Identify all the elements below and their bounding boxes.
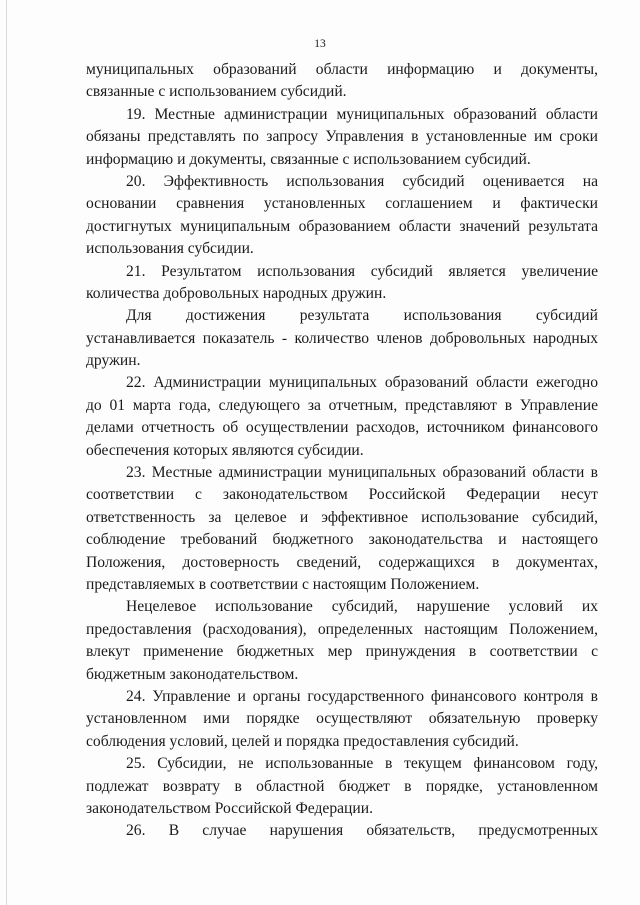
paragraph <box>86 462 598 596</box>
text-line: обеспечения которых являются субсидии. <box>86 441 364 459</box>
text-line: дружин. <box>86 352 141 370</box>
text-line: Для достижения результата использования субсидий <box>126 307 598 325</box>
text-line: соблюдения условий, целей и порядка предоставления субсидий. <box>86 732 519 750</box>
text-line: соблюдение требований бюджетного законодательства и настоящего <box>86 531 598 549</box>
text-line: Положения, достоверность сведений, содержащихся в документах, <box>86 553 598 571</box>
text-line: информацию и документы, связанные с использованием субсидий. <box>86 150 531 168</box>
document-body <box>86 59 598 843</box>
paragraph <box>86 171 598 261</box>
text-line: бюджетным законодательством. <box>86 665 299 683</box>
text-line: достигнутых муниципальным образованием области значений результата <box>86 217 598 235</box>
text-line: связанные с использованием субсидий. <box>86 83 347 101</box>
paragraph <box>86 372 598 462</box>
paragraph <box>86 820 598 842</box>
text-line: 22. Администрации муниципальных образований области ежегодно <box>126 374 598 392</box>
text-line: до 01 марта года, следующего за отчетным, представляют в Управление <box>86 396 598 414</box>
paragraph <box>86 596 598 686</box>
text-line: представляемых в соответствии с настоящим Положением. <box>86 575 480 593</box>
text-line: предоставления (расходования), определенных настоящим Положением, <box>86 620 598 638</box>
text-line: влекут применение бюджетных мер принуждения в соответствии с <box>86 643 598 661</box>
paragraph <box>86 686 598 753</box>
text-line: соответствии с законодательством Российской Федерации несут <box>86 486 598 504</box>
text-line: установленном ими порядке осуществляют обязательную проверку <box>86 710 598 728</box>
paragraph <box>86 305 598 372</box>
text-line: устанавливается показатель - количество членов добровольных народных <box>86 329 598 347</box>
text-line: 20. Эффективность использования субсидий оценивается на <box>126 172 598 190</box>
text-line: количества добровольных народных дружин. <box>86 284 387 302</box>
text-line: муниципальных образований области информацию и документы, <box>86 61 598 78</box>
paragraph <box>86 104 598 171</box>
text-line: 25. Субсидии, не использованные в текущем финансовом году, <box>126 755 598 773</box>
text-line: 23. Местные администрации муниципальных образований области в <box>126 464 598 482</box>
text-line: подлежат возврату в областной бюджет в порядке, установленном <box>86 777 598 795</box>
text-line: делами отчетность об осуществлении расходов, источником финансового <box>86 419 598 437</box>
text-line: 19. Местные администрации муниципальных образований области <box>126 105 598 123</box>
text-line: Нецелевое использование субсидий, нарушение условий их <box>126 598 598 616</box>
page-number: 13 <box>314 38 326 50</box>
text-line: законодательством Российской Федерации. <box>86 799 373 817</box>
paragraph <box>86 261 598 306</box>
text-line: использования субсидии. <box>86 240 254 258</box>
text-line: 26. В случае нарушения обязательств, предусмотренных <box>126 822 598 840</box>
text-line: 24. Управление и органы государственного финансового контроля в <box>126 687 598 705</box>
text-line: 21. Результатом использования субсидий является увеличение <box>126 262 598 280</box>
text-line: обязаны представлять по запросу Управления в установленные им сроки <box>86 128 598 146</box>
text-line: ответственность за целевое и эффективное использование субсидий, <box>86 508 598 526</box>
paragraph <box>86 59 598 104</box>
page-edge <box>6 0 7 905</box>
paragraph <box>86 753 598 820</box>
text-line: основании сравнения установленных соглашением и фактически <box>86 195 598 213</box>
